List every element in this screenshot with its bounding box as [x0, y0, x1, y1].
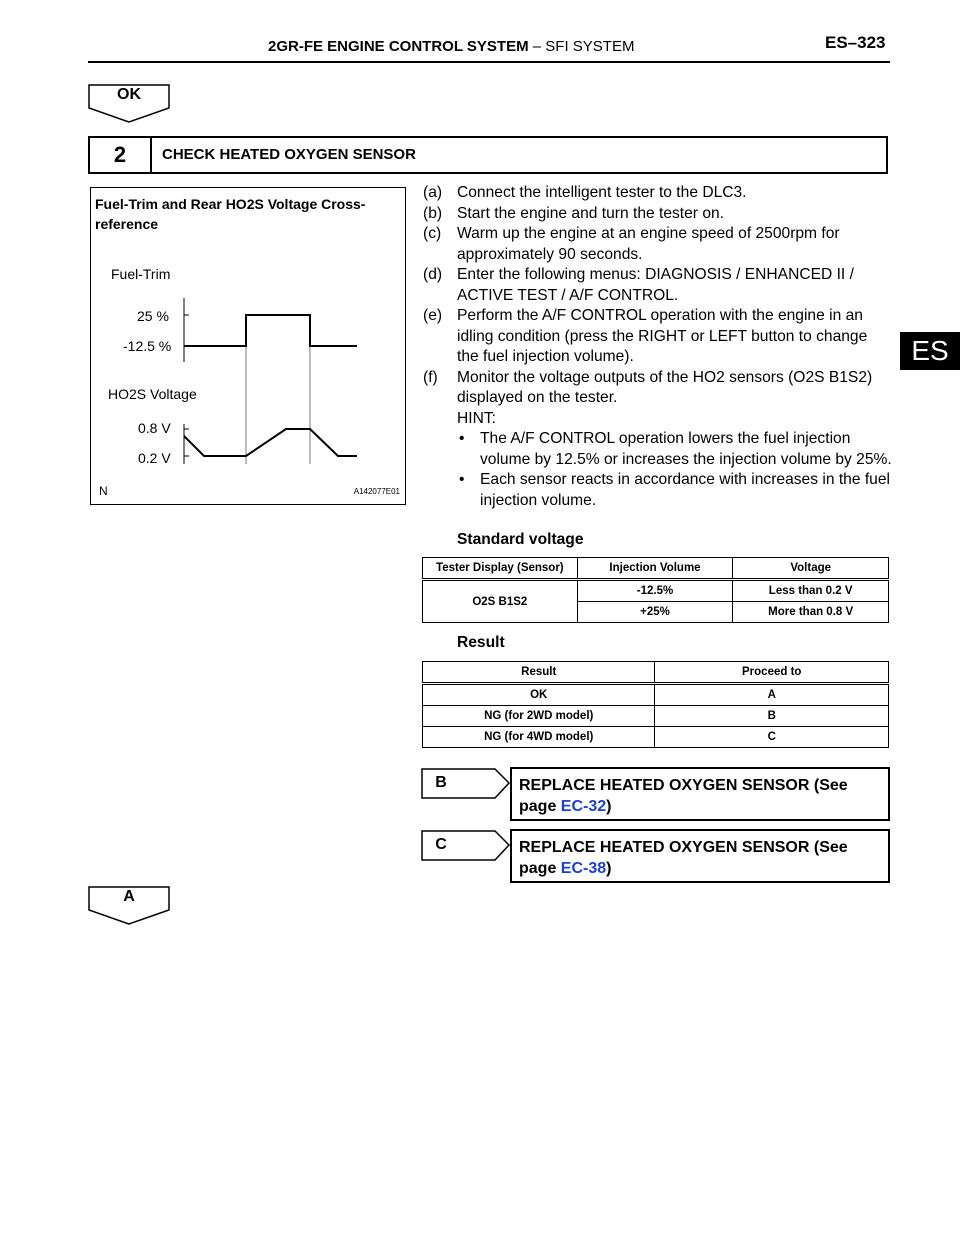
table-cell: NG (for 4WD model): [423, 727, 655, 748]
step-title: CHECK HEATED OXYGEN SENSOR: [162, 146, 416, 163]
branch-b-action: REPLACE HEATED OXYGEN SENSOR (See page EC-32): [510, 767, 890, 821]
instruction-list: [423, 183, 893, 511]
standard-voltage-table: [422, 557, 889, 623]
hint-bullet-1: • The A/F CONTROL operation lowers the fuel injection volume by 12.5% or increases the injection volume by 25%.: [459, 430, 892, 468]
section-title: 2GR-FE ENGINE CONTROL SYSTEM – SFI SYSTEM: [268, 38, 635, 55]
ok-flow-tag: [88, 84, 170, 124]
hint-bullet-2: • Each sensor reacts in accordance with increases in the fuel injection volume.: [459, 471, 890, 509]
page-number: ES–323: [825, 33, 886, 52]
table-cell-sensor: O2S B1S2: [423, 580, 578, 623]
ok-label: OK: [117, 86, 141, 103]
result-heading: Result: [457, 634, 505, 651]
instruction-e: (e) Perform the A/F CONTROL operation with the engine in an idling condition (press the RIGHT or LEFT button to change the fuel injection volume).: [423, 307, 868, 365]
table-cell: OK: [423, 684, 655, 706]
header-rule: [88, 61, 890, 63]
instruction-a: (a) Connect the intelligent tester to the DLC3.: [423, 184, 747, 201]
table-header-cell: Injection Volume: [577, 558, 733, 580]
table-cell: Less than 0.2 V: [733, 580, 889, 602]
waveform-drawing: [91, 188, 407, 506]
voltage-waveform: [184, 429, 357, 456]
branch-b-tag: [421, 768, 511, 808]
fuel-trim-label: Fuel-Trim: [111, 266, 171, 282]
table-header-cell: Proceed to: [655, 662, 889, 684]
branch-c-label: C: [435, 836, 447, 853]
table-row: [423, 684, 889, 706]
instruction-c: (c) Warm up the engine at an engine speed of 2500rpm for approximately 90 seconds.: [423, 225, 840, 263]
table-cell: -12.5%: [577, 580, 733, 602]
instruction-f: (f) Monitor the voltage outputs of the HO2 sensors (O2S B1S2) displayed on the tester.: [423, 368, 873, 406]
table-cell: +25%: [577, 602, 733, 623]
page-link-ec-32[interactable]: EC-32: [560, 798, 607, 815]
figure-n-mark: N: [99, 484, 108, 498]
step-number: 2: [90, 138, 152, 172]
a-label: A: [123, 888, 135, 905]
a-flow-tag: [88, 886, 170, 926]
cross-reference-figure: [90, 187, 406, 505]
standard-voltage-heading: Standard voltage: [457, 531, 584, 548]
fuel-trim-low-label: -12.5 %: [123, 338, 172, 354]
table-header-cell: Voltage: [733, 558, 889, 580]
hint-label: HINT:: [457, 409, 496, 427]
instruction-d: (d) Enter the following menus: DIAGNOSIS / ENHANCED II / ACTIVE TEST / A/F CONTROL.: [423, 266, 854, 304]
voltage-high-label: 0.8 V: [138, 420, 171, 436]
table-cell: More than 0.8 V: [733, 602, 889, 623]
table-cell: A: [655, 684, 889, 706]
branch-b-label: B: [435, 774, 447, 791]
step-box: [88, 136, 888, 174]
table-header-row: [423, 558, 889, 580]
voltage-low-label: 0.2 V: [138, 450, 171, 466]
branch-c-action: REPLACE HEATED OXYGEN SENSOR (See page EC-38): [510, 829, 890, 883]
instruction-b: (b) Start the engine and turn the tester on.: [423, 204, 725, 222]
figure-title: Fuel-Trim and Rear HO2S Voltage Cross-reference: [95, 196, 366, 232]
branch-c-tag: [421, 830, 511, 870]
fuel-trim-waveform: [184, 315, 357, 346]
ho2s-voltage-label: HO2S Voltage: [108, 386, 197, 402]
table-cell: C: [655, 727, 889, 748]
table-header-cell: Result: [423, 662, 655, 684]
table-cell: B: [655, 706, 889, 727]
fuel-trim-high-label: 25 %: [137, 308, 169, 324]
page-link-ec-38[interactable]: EC-38: [560, 860, 607, 877]
table-header-cell: Tester Display (Sensor): [423, 558, 578, 580]
section-tab: ES: [900, 332, 960, 370]
table-cell: NG (for 2WD model): [423, 706, 655, 727]
result-table: [422, 661, 889, 748]
table-row: [423, 580, 889, 602]
figure-code: A142077E01: [353, 487, 400, 496]
table-header-row: [423, 662, 889, 684]
table-row: [423, 706, 889, 727]
table-row: [423, 727, 889, 748]
